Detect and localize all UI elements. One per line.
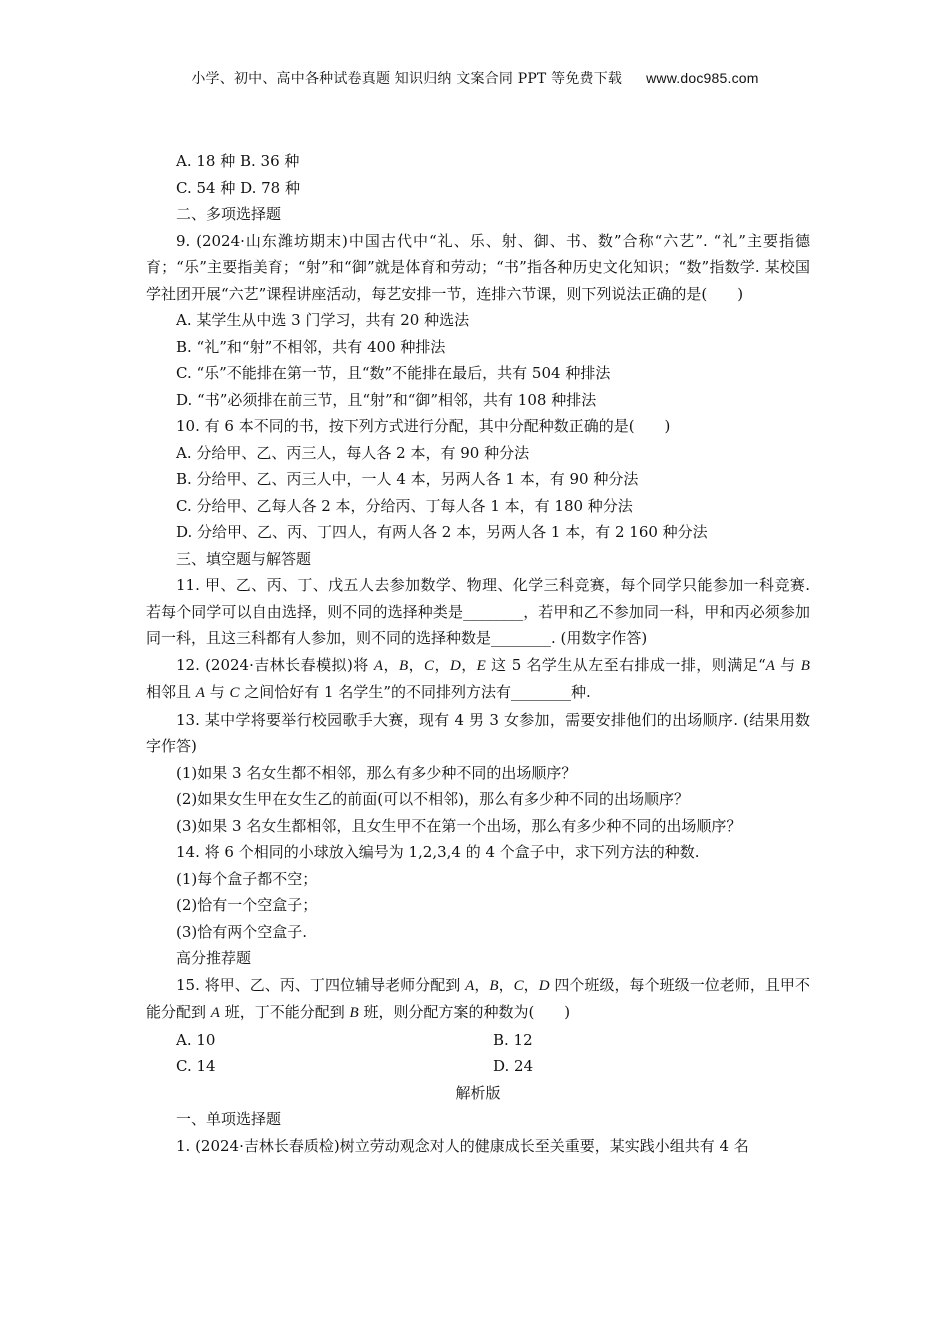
q13-sub-1: (1)如果 3 名女生都不相邻，那么有多少种不同的出场顺序？ (176, 763, 577, 782)
q14-sub-3: (3)恰有两个空盒子. (176, 922, 308, 941)
q10-option-b: B. 分给甲、乙、丙三人中，一人 4 本，另两人各 1 本，有 90 种分法 (176, 470, 639, 488)
q15-option-c: C. 14 (176, 1057, 216, 1075)
q14-stem: 14. 将 6 个相同的小球放入编号为 1,2,3,4 的 4 个盒子中，求下列方法的种数. (176, 843, 700, 861)
section-heading-single-choice: 一、单项选择题 (176, 1110, 282, 1128)
q14-sub-1: (1)每个盒子都不空； (176, 869, 318, 888)
q9-option-d: D. “书”必须排在前三节，且“射”和“御”相邻，共有 108 种排法 (176, 390, 597, 409)
q8-options-ab: A. 18 种 B. 36 种 (176, 152, 300, 170)
q9-stem: 9. (2024·山东潍坊期末)中国古代中“礼、乐、射、御、书、数”合称“六艺”. “礼”主要指德育；“乐”主要指美育；“射”和“御”就是体育和劳动；“书”指各种历史文化知识；“数”指数学. 某校国学社团开展“六艺”课程讲座活动，每艺安排一节，连排六节课，则下列说法正确的是( ) (146, 231, 810, 303)
q9-option-b: B. “礼”和“射”不相邻，共有 400 种排法 (176, 337, 446, 356)
header-text: 小学、初中、高中各种试卷真题 知识归纳 文案合同 PPT 等免费下载 (191, 71, 623, 87)
q14-sub-2: (2)恰有一个空盒子； (176, 896, 318, 914)
q9-option-c: C. “乐”不能排在第一节，且“数”不能排在最后，共有 504 种排法 (176, 364, 611, 382)
header-url[interactable]: www.doc985.com (646, 70, 759, 86)
q10-option-d: D. 分给甲、乙、丙、丁四人，有两人各 2 本，另两人各 1 本，有 2 160 种分法 (176, 523, 708, 541)
q11-text: 11. 甲、乙、丙、丁、戊五人去参加数学、物理、化学三科竞赛，每个同学只能参加一科竞赛. 若每个同学可以自由选择，则不同的选择种类是________，若甲和乙不参加同一科，甲和丙必须参加同一科，且这三科都有人参加，则不同的选择种数是________. (用数字作答) (146, 576, 810, 647)
q13-sub-2: (2)如果女生甲在女生乙的前面(可以不相邻)，那么有多少种不同的出场顺序？ (176, 790, 689, 808)
document-body (146, 148, 810, 1159)
q13-stem: 13. 某中学将要举行校园歌手大赛，现有 4 男 3 女参加，需要安排他们的出场顺序. (结果用数字作答) (146, 710, 810, 755)
q1-start: 1. (2024·吉林长春质检)树立劳动观念对人的健康成长至关重要，某实践小组共有 4 名 (176, 1136, 749, 1155)
q8-options-cd: C. 54 种 D. 78 种 (176, 178, 300, 197)
q15-option-d: D. 24 (493, 1057, 534, 1075)
q15-stem: 15. 将甲、乙、丙、丁四位辅导老师分配到 A，B，C，D 四个班级，每个班级一位老师，且甲不能分配到 A 班，丁不能分配到 B 班，则分配方案的种数为( ) (146, 975, 810, 1021)
q13-sub-3: (3)如果 3 名女生都相邻，且女生甲不在第一个出场，那么有多少种不同的出场顺序？ (176, 816, 742, 835)
high-score-heading: 高分推荐题 (176, 949, 252, 967)
analysis-title: 解析版 (455, 1083, 501, 1102)
section-heading-multiple-choice: 二、多项选择题 (176, 205, 282, 223)
q15-option-b: B. 12 (493, 1030, 533, 1049)
q15-option-a: A. 10 (176, 1030, 216, 1049)
page-header (0, 68, 950, 88)
q9-option-a: A. 某学生从中选 3 门学习，共有 20 种选法 (176, 311, 470, 329)
q15-options-row-2 (146, 1053, 810, 1080)
q10-option-c: C. 分给甲、乙每人各 2 本，分给丙、丁每人各 1 本，有 180 种分法 (176, 496, 633, 515)
q10-option-a: A. 分给甲、乙、丙三人，每人各 2 本，有 90 种分法 (176, 443, 530, 462)
section-heading-fill-and-answer: 三、填空题与解答题 (176, 549, 312, 568)
q15-options-row-1 (146, 1027, 810, 1054)
q12-text: 12. (2024·吉林长春模拟)将 A，B，C，D，E 这 5 名学生从左至右排成一排，则满足“A 与 B 相邻且 A 与 C 之间恰好有 1 名学生”的不同排列方法有________种. (146, 655, 810, 701)
q10-stem: 10. 有 6 本不同的书，按下列方式进行分配，其中分配种数正确的是( ) (176, 417, 671, 435)
